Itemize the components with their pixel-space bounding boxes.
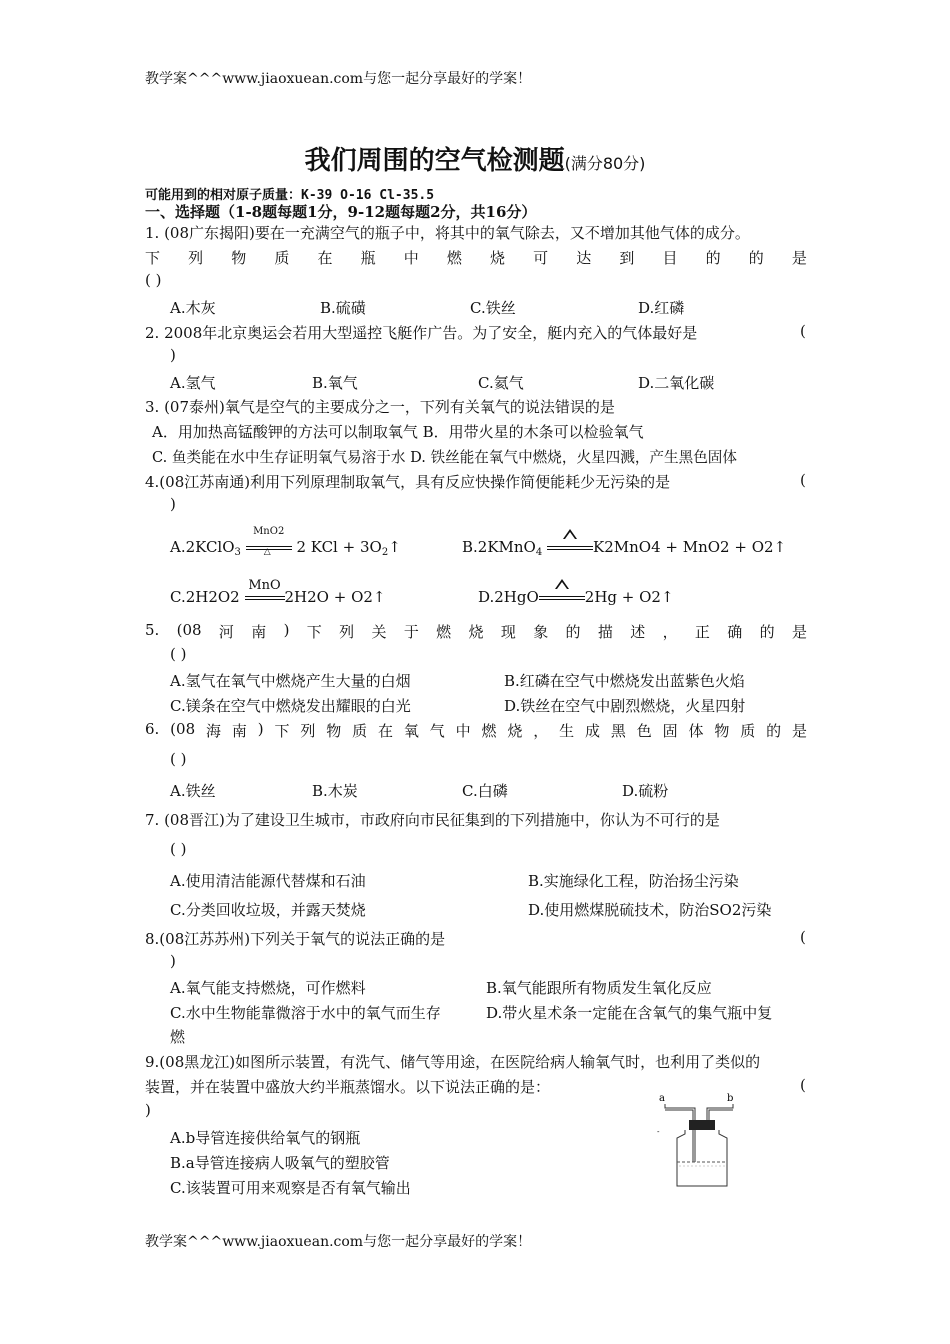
q6-stem-word: 燃 xyxy=(481,722,497,740)
q6-stem-word: 下 xyxy=(274,722,290,740)
q6-stem-word: 成 xyxy=(584,722,600,740)
q1-stem-line2 xyxy=(145,247,807,268)
q5-stem-word: 确 xyxy=(727,623,743,641)
q1-stem: 1. (08广东揭阳)要在一充满空气的瓶子中，将其中的氧气除去，又不增加其他气体的成分。 xyxy=(145,224,750,242)
q1-stem-word: 瓶 xyxy=(360,249,376,267)
q1-stem-word: 目 xyxy=(662,249,678,267)
q5-option-b: B.红磷在空气中燃烧发出蓝紫色火焰 xyxy=(504,672,745,690)
q6-stem-word: ) xyxy=(257,720,264,738)
q5-stem-word: (08 xyxy=(176,621,202,639)
q6-stem-word: 列 xyxy=(300,722,316,740)
q6-stem-word: 生 xyxy=(559,722,575,740)
q6-option-b: B.木炭 xyxy=(312,782,358,800)
q3-stem: 3. (07泰州)氧气是空气的主要成分之一，下列有关氧气的说法错误的是 xyxy=(145,398,615,416)
q4-paren-close: ) xyxy=(170,495,176,513)
q5-stem-word: 述 xyxy=(630,623,646,641)
q8-option-c: C.水中生物能靠微溶于水中的氧气而生存 xyxy=(170,1004,441,1022)
q6-option-c: C.白磷 xyxy=(462,782,508,800)
page-footer: 教学案^^^www.jiaoxuean.com与您一起分享最好的学案！ xyxy=(145,1234,532,1250)
q6-stem-word: (08 xyxy=(170,720,196,738)
q5-stem-word: 烧 xyxy=(468,623,484,641)
q8-paren-close: ) xyxy=(170,952,176,970)
q4-d-products: 2Hg + O2↑ xyxy=(584,588,674,606)
q7-stem: 7. (08晋江)为了建设卫生城市，市政府向市民征集到的下列措施中，你认为不可行的是 xyxy=(145,811,720,829)
q4-stem: 4.(08江苏南通)利用下列原理制取氧气，具有反应快操作简便能耗少无污染的是 xyxy=(145,473,671,491)
q1-stem-word: 是 xyxy=(791,249,807,267)
q4-b-products: K2MnO4 + MnO2 + O2↑ xyxy=(593,538,787,556)
q5-stem-word: 列 xyxy=(339,623,355,641)
figure-label-a: a xyxy=(659,1093,665,1104)
q1-stem-word: 下 xyxy=(145,249,161,267)
q3-options-ab: A．用加热高锰酸钾的方法可以制取氧气 B．用带火星的木条可以检验氧气 xyxy=(152,423,644,441)
q6-stem-word: 质 xyxy=(352,722,368,740)
q7-option-b: B.实施绿化工程，防治扬尘污染 xyxy=(528,872,739,890)
q1-stem-word: 到 xyxy=(619,249,635,267)
q9-paren-open: ( xyxy=(800,1076,806,1094)
title-note: (满分80分) xyxy=(564,154,646,173)
q4-a-reaction-sign: MnO2 △ xyxy=(246,541,292,555)
q5-stem-word: ) xyxy=(283,621,290,639)
q2-option-c: C.氦气 xyxy=(478,374,524,392)
page-header: 教学案^^^www.jiaoxuean.com与您一起分享最好的学案！ xyxy=(145,71,532,87)
q5-stem-word: 的 xyxy=(565,623,581,641)
q4-a-reactant: A.2KClO xyxy=(170,538,235,556)
q7-option-c: C.分类回收垃圾，并露天焚烧 xyxy=(170,901,366,919)
q1-option-a: A.木灰 xyxy=(170,299,216,317)
q1-option-b: B.硫磺 xyxy=(320,299,366,317)
q2-paren-open: ( xyxy=(800,322,806,340)
q5-stem-word: 关 xyxy=(371,623,387,641)
q5-stem-word: 南 xyxy=(251,623,267,641)
q9-stem-line2: 装置，并在装置中盛放大约半瓶蒸馏水。以下说法正确的是： xyxy=(145,1078,551,1096)
q6-stem-word: 南 xyxy=(231,722,247,740)
q6-stem-word: 的 xyxy=(766,722,782,740)
q5-stem-word: 的 xyxy=(759,623,775,641)
q4-paren-open: ( xyxy=(800,471,806,489)
q1-option-d: D.红磷 xyxy=(638,299,685,317)
q4-a-products: 2 KCl + 3O xyxy=(296,538,382,556)
q8-option-b: B.氧气能跟所有物质发生氧化反应 xyxy=(486,979,712,997)
q2-paren-close: ) xyxy=(170,346,176,364)
q6-option-a: A.铁丝 xyxy=(170,782,216,800)
q1-stem-word: 物 xyxy=(231,249,247,267)
q5-stem-word: 象 xyxy=(533,623,549,641)
q5-option-d: D.铁丝在空气中剧烈燃烧，火星四射 xyxy=(504,697,746,715)
q5-stem-word: 正 xyxy=(694,623,710,641)
q5-stem-word: ， xyxy=(662,623,678,641)
q1-option-c: C.铁丝 xyxy=(470,299,516,317)
q4-option-d xyxy=(478,588,674,606)
q6-stem-word: 黑 xyxy=(610,722,626,740)
q4-b-heat-sign xyxy=(547,541,593,555)
q3-options-cd: C. 鱼类能在水中生存证明氧气易溶于水 D. 铁丝能在氧气中燃烧，火星四溅，产生黑色固体 xyxy=(152,449,737,466)
atomic-masses: 可能用到的相对原子质量：K-39 O-16 Cl-35.5 xyxy=(145,188,435,203)
q5-answer-paren: ( ) xyxy=(170,645,187,663)
q1-stem-word: 的 xyxy=(705,249,721,267)
q6-stem-word: 烧 xyxy=(507,722,523,740)
q6-answer-paren: ( ) xyxy=(170,750,187,768)
q9-paren-close: ) xyxy=(145,1101,151,1119)
q5-stem-word: 下 xyxy=(306,623,322,641)
q1-stem-word: 达 xyxy=(576,249,592,267)
q4-c-reactant: C.2H2O2 xyxy=(170,588,240,606)
q2-option-d: D.二氧化碳 xyxy=(638,374,715,392)
q4-c-products: 2H2O + O2↑ xyxy=(284,588,386,606)
q4-option-b: B.2KMnO$_4$ K2MnO4 + MnO2 + O2↑ xyxy=(462,538,786,558)
q6-stem-word: 是 xyxy=(791,722,807,740)
q6-stem-word: 固 xyxy=(662,722,678,740)
q6-stem-word: 6. xyxy=(145,720,160,738)
q1-stem-word: 在 xyxy=(317,249,333,267)
q6-stem-word: 色 xyxy=(636,722,652,740)
q4-option-a: A.2KClO$_3$ MnO2 △ 2 KCl + $3O_2↑$ xyxy=(170,526,401,558)
q6-stem-word: 物 xyxy=(714,722,730,740)
q5-option-c: C.镁条在空气中燃烧发出耀眼的白光 xyxy=(170,697,411,715)
q5-stem-word: 描 xyxy=(597,623,613,641)
q4-b-reactant: B.2KMnO xyxy=(462,538,536,556)
figure-label-b: b xyxy=(727,1093,734,1104)
q5-stem-word: 5. xyxy=(145,621,160,639)
gas-washing-bottle-figure xyxy=(655,1090,755,1190)
q8-option-d-cont: 燃 xyxy=(170,1028,186,1046)
q5-stem-word: 河 xyxy=(218,623,234,641)
q1-stem-word: 中 xyxy=(403,249,419,267)
q4-a-catalyst: MnO2 xyxy=(253,526,285,537)
title-text: 我们周围的空气检测题 xyxy=(304,146,565,176)
q6-stem-word: ， xyxy=(533,722,549,740)
section-1-heading: 一、选择题（1-8题每题1分，9-12题每题2分，共16分） xyxy=(145,203,537,221)
q5-stem-word: 于 xyxy=(403,623,419,641)
q7-option-d: D.使用燃煤脱硫技术，防治SO2污染 xyxy=(528,901,772,919)
q7-answer-paren: ( ) xyxy=(170,840,187,858)
q7-option-a: A.使用清洁能源代替煤和石油 xyxy=(170,872,366,890)
q4-c-catalyst: MnO xyxy=(248,578,281,593)
q5-stem xyxy=(145,621,807,642)
q1-stem-word: 列 xyxy=(188,249,204,267)
q1-stem-word: 燃 xyxy=(446,249,462,267)
q9-option-b: B.a导管连接病人吸氧气的塑胶管 xyxy=(170,1154,390,1172)
q5-stem-word: 是 xyxy=(791,623,807,641)
q1-answer-paren: ( ) xyxy=(145,271,162,289)
q9-stem: 9.(08黑龙江)如图所示装置，有洗气、储气等用途，在医院给病人输氧气时，也利用了类似的 xyxy=(145,1053,761,1071)
q9-option-a: A.b导管连接供给氧气的钢瓶 xyxy=(170,1129,361,1147)
q4-d-reactant: D.2HgO xyxy=(478,588,539,606)
q6-stem-word: 质 xyxy=(740,722,756,740)
q2-option-a: A.氢气 xyxy=(170,374,216,392)
q6-stem-word: 中 xyxy=(455,722,471,740)
q6-stem-word: 海 xyxy=(205,722,221,740)
q5-option-a: A.氢气在氧气中燃烧产生大量的白烟 xyxy=(170,672,411,690)
svg-text:-: - xyxy=(657,1128,660,1136)
q6-stem-word: 在 xyxy=(377,722,393,740)
q6-stem-word: 物 xyxy=(326,722,342,740)
q8-option-a: A.氧气能支持燃烧，可作燃料 xyxy=(170,979,366,997)
q2-option-b: B.氧气 xyxy=(312,374,358,392)
q4-option-c xyxy=(170,578,386,606)
q8-stem: 8.(08江苏苏州)下列关于氧气的说法正确的是 xyxy=(145,930,446,948)
q8-paren-open: ( xyxy=(800,928,806,946)
q6-stem-word: 体 xyxy=(688,722,704,740)
q2-stem: 2. 2008年北京奥运会若用大型遥控飞艇作广告。为了安全，艇内充入的气体最好是 xyxy=(145,324,698,342)
q6-stem-word: 氧 xyxy=(403,722,419,740)
q1-stem-word: 质 xyxy=(274,249,290,267)
q8-option-d: D.带火星术条一定能在含氧气的集气瓶中复 xyxy=(486,1004,773,1022)
q9-option-c: C.该装置可用来观察是否有氧气输出 xyxy=(170,1179,411,1197)
q1-stem-word: 烧 xyxy=(490,249,506,267)
q1-stem-word: 可 xyxy=(533,249,549,267)
q5-stem-word: 现 xyxy=(500,623,516,641)
q5-stem-word: 燃 xyxy=(436,623,452,641)
q6-option-d: D.硫粉 xyxy=(622,782,669,800)
q1-stem-word: 的 xyxy=(748,249,764,267)
q4-c-reaction-sign xyxy=(245,578,285,605)
q4-d-heat-sign xyxy=(539,591,585,605)
page-title xyxy=(0,140,950,177)
q6-stem xyxy=(145,720,807,741)
q6-stem-word: 气 xyxy=(429,722,445,740)
